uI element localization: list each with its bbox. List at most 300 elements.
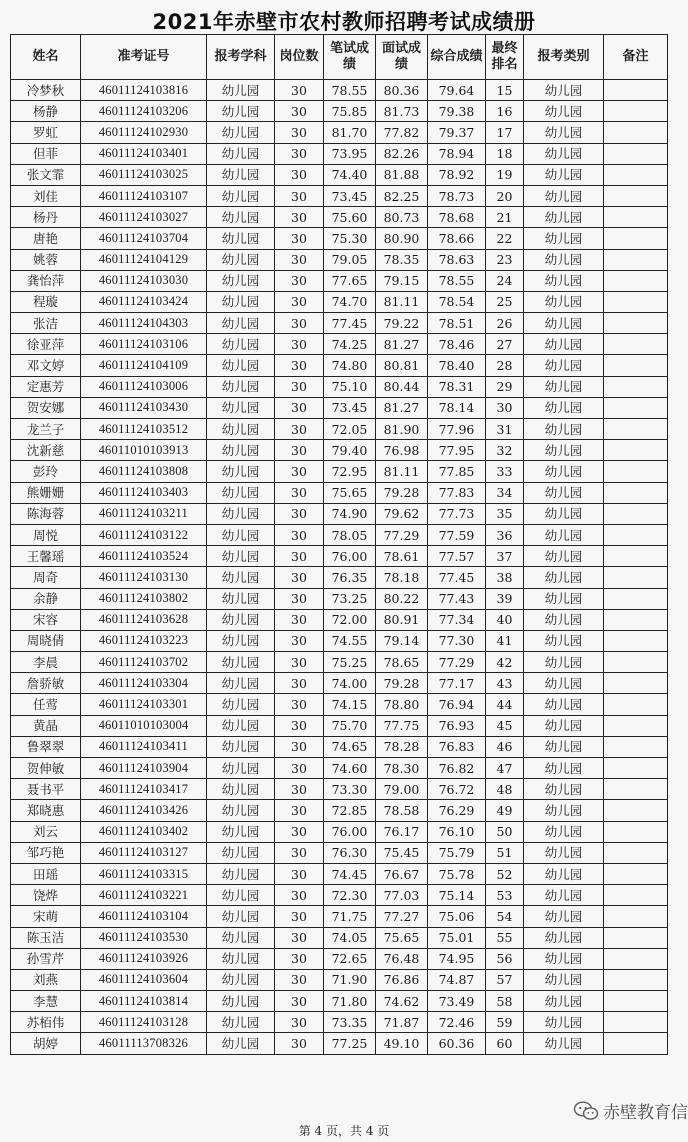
cell-remark xyxy=(604,800,668,821)
cell-remark xyxy=(604,185,668,206)
cell-exam-id: 46011124103006 xyxy=(81,376,207,397)
cell-final-rank: 49 xyxy=(486,800,524,821)
cell-total-score: 77.95 xyxy=(428,440,486,461)
cell-total-score: 75.06 xyxy=(428,906,486,927)
cell-post-count: 30 xyxy=(275,355,324,376)
cell-total-score: 78.63 xyxy=(428,249,486,270)
cell-category: 幼儿园 xyxy=(524,376,604,397)
cell-interview-score: 78.18 xyxy=(376,567,428,588)
header-name: 姓名 xyxy=(11,35,81,80)
cell-final-rank: 16 xyxy=(486,101,524,122)
cell-post-count: 30 xyxy=(275,164,324,185)
cell-name: 姚蓉 xyxy=(11,249,81,270)
table-row xyxy=(11,397,668,418)
cell-exam-id: 46011124103106 xyxy=(81,334,207,355)
cell-exam-id: 46011124103221 xyxy=(81,885,207,906)
cell-subject: 幼儿园 xyxy=(207,842,275,863)
cell-final-rank: 57 xyxy=(486,969,524,990)
cell-interview-score: 79.28 xyxy=(376,673,428,694)
cell-final-rank: 30 xyxy=(486,397,524,418)
cell-interview-score: 80.90 xyxy=(376,228,428,249)
cell-exam-id: 46011124103122 xyxy=(81,524,207,545)
cell-remark xyxy=(604,630,668,651)
cell-written-score: 76.35 xyxy=(324,567,376,588)
cell-name: 龚怡萍 xyxy=(11,270,81,291)
cell-exam-id: 46011124103025 xyxy=(81,164,207,185)
cell-total-score: 77.43 xyxy=(428,588,486,609)
cell-total-score: 74.95 xyxy=(428,948,486,969)
cell-final-rank: 22 xyxy=(486,228,524,249)
cell-interview-score: 77.75 xyxy=(376,715,428,736)
cell-total-score: 79.64 xyxy=(428,80,486,101)
cell-remark xyxy=(604,291,668,312)
cell-interview-score: 78.35 xyxy=(376,249,428,270)
cell-final-rank: 42 xyxy=(486,652,524,673)
cell-subject: 幼儿园 xyxy=(207,376,275,397)
cell-post-count: 30 xyxy=(275,927,324,948)
cell-name: 周悦 xyxy=(11,524,81,545)
cell-category: 幼儿园 xyxy=(524,101,604,122)
cell-subject: 幼儿园 xyxy=(207,673,275,694)
page-title: 2021年赤壁市农村教师招聘考试成绩册 xyxy=(152,10,536,34)
cell-interview-score: 81.73 xyxy=(376,101,428,122)
cell-category: 幼儿园 xyxy=(524,779,604,800)
cell-final-rank: 27 xyxy=(486,334,524,355)
cell-exam-id: 46011124103530 xyxy=(81,927,207,948)
cell-interview-score: 81.11 xyxy=(376,291,428,312)
table-row xyxy=(11,630,668,651)
cell-remark xyxy=(604,821,668,842)
cell-interview-score: 76.48 xyxy=(376,948,428,969)
cell-subject: 幼儿园 xyxy=(207,630,275,651)
header-final-rank: 最终排名 xyxy=(486,35,524,80)
cell-written-score: 74.15 xyxy=(324,694,376,715)
cell-exam-id: 46011124103426 xyxy=(81,800,207,821)
cell-post-count: 30 xyxy=(275,122,324,143)
cell-interview-score: 80.81 xyxy=(376,355,428,376)
cell-name: 王馨瑶 xyxy=(11,546,81,567)
wechat-icon xyxy=(573,1101,599,1121)
cell-name: 杨丹 xyxy=(11,207,81,228)
cell-total-score: 76.94 xyxy=(428,694,486,715)
cell-total-score: 76.29 xyxy=(428,800,486,821)
cell-post-count: 30 xyxy=(275,80,324,101)
cell-name: 定惠芳 xyxy=(11,376,81,397)
cell-total-score: 77.59 xyxy=(428,524,486,545)
cell-total-score: 77.17 xyxy=(428,673,486,694)
cell-exam-id: 46011124103926 xyxy=(81,948,207,969)
cell-final-rank: 40 xyxy=(486,609,524,630)
table-row xyxy=(11,355,668,376)
cell-remark xyxy=(604,270,668,291)
cell-category: 幼儿园 xyxy=(524,948,604,969)
cell-category: 幼儿园 xyxy=(524,207,604,228)
cell-final-rank: 44 xyxy=(486,694,524,715)
cell-post-count: 30 xyxy=(275,440,324,461)
cell-name: 周晓倩 xyxy=(11,630,81,651)
cell-name: 刘燕 xyxy=(11,969,81,990)
cell-post-count: 30 xyxy=(275,397,324,418)
cell-total-score: 78.92 xyxy=(428,164,486,185)
cell-exam-id: 46011124104129 xyxy=(81,249,207,270)
cell-subject: 幼儿园 xyxy=(207,143,275,164)
cell-remark xyxy=(604,419,668,440)
cell-remark xyxy=(604,122,668,143)
cell-final-rank: 38 xyxy=(486,567,524,588)
cell-subject: 幼儿园 xyxy=(207,1033,275,1054)
cell-interview-score: 80.73 xyxy=(376,207,428,228)
table-row xyxy=(11,143,668,164)
cell-interview-score: 81.11 xyxy=(376,461,428,482)
cell-post-count: 30 xyxy=(275,991,324,1012)
cell-total-score: 76.93 xyxy=(428,715,486,736)
cell-written-score: 74.80 xyxy=(324,355,376,376)
table-row xyxy=(11,461,668,482)
cell-category: 幼儿园 xyxy=(524,694,604,715)
cell-written-score: 81.70 xyxy=(324,122,376,143)
cell-written-score: 74.40 xyxy=(324,164,376,185)
cell-written-score: 73.95 xyxy=(324,143,376,164)
cell-subject: 幼儿园 xyxy=(207,906,275,927)
cell-remark xyxy=(604,673,668,694)
cell-exam-id: 46011124103104 xyxy=(81,906,207,927)
cell-total-score: 77.85 xyxy=(428,461,486,482)
cell-exam-id: 46011124103130 xyxy=(81,567,207,588)
cell-interview-score: 75.65 xyxy=(376,927,428,948)
cell-subject: 幼儿园 xyxy=(207,185,275,206)
cell-category: 幼儿园 xyxy=(524,355,604,376)
cell-remark xyxy=(604,143,668,164)
cell-exam-id: 46011124103604 xyxy=(81,969,207,990)
cell-exam-id: 46011124103402 xyxy=(81,821,207,842)
cell-remark xyxy=(604,376,668,397)
cell-remark xyxy=(604,207,668,228)
cell-interview-score: 77.03 xyxy=(376,885,428,906)
cell-name: 彭玲 xyxy=(11,461,81,482)
cell-subject: 幼儿园 xyxy=(207,503,275,524)
cell-subject: 幼儿园 xyxy=(207,863,275,884)
cell-post-count: 30 xyxy=(275,270,324,291)
table-row xyxy=(11,185,668,206)
cell-post-count: 30 xyxy=(275,143,324,164)
header-remark: 备注 xyxy=(604,35,668,80)
cell-interview-score: 79.22 xyxy=(376,313,428,334)
cell-post-count: 30 xyxy=(275,588,324,609)
cell-post-count: 30 xyxy=(275,185,324,206)
cell-written-score: 73.35 xyxy=(324,1012,376,1033)
cell-total-score: 78.46 xyxy=(428,334,486,355)
cell-category: 幼儿园 xyxy=(524,419,604,440)
cell-name: 杨静 xyxy=(11,101,81,122)
cell-final-rank: 25 xyxy=(486,291,524,312)
header-written-score: 笔试成绩 xyxy=(324,35,376,80)
cell-subject: 幼儿园 xyxy=(207,969,275,990)
cell-category: 幼儿园 xyxy=(524,185,604,206)
cell-name: 胡婷 xyxy=(11,1033,81,1054)
cell-exam-id: 46011124103127 xyxy=(81,842,207,863)
cell-name: 宋萌 xyxy=(11,906,81,927)
table-row xyxy=(11,863,668,884)
cell-subject: 幼儿园 xyxy=(207,779,275,800)
cell-subject: 幼儿园 xyxy=(207,588,275,609)
cell-exam-id: 46011124103430 xyxy=(81,397,207,418)
cell-exam-id: 46011113708326 xyxy=(81,1033,207,1054)
table-row xyxy=(11,164,668,185)
cell-name: 程璇 xyxy=(11,291,81,312)
cell-interview-score: 49.10 xyxy=(376,1033,428,1054)
cell-subject: 幼儿园 xyxy=(207,334,275,355)
cell-written-score: 74.00 xyxy=(324,673,376,694)
table-row xyxy=(11,652,668,673)
table-row xyxy=(11,567,668,588)
cell-name: 邓文婷 xyxy=(11,355,81,376)
cell-exam-id: 46011124103403 xyxy=(81,482,207,503)
cell-final-rank: 15 xyxy=(486,80,524,101)
cell-written-score: 75.65 xyxy=(324,482,376,503)
cell-post-count: 30 xyxy=(275,800,324,821)
cell-exam-id: 46011124103814 xyxy=(81,991,207,1012)
cell-total-score: 78.68 xyxy=(428,207,486,228)
cell-subject: 幼儿园 xyxy=(207,101,275,122)
cell-written-score: 78.55 xyxy=(324,80,376,101)
cell-final-rank: 37 xyxy=(486,546,524,567)
cell-category: 幼儿园 xyxy=(524,397,604,418)
cell-total-score: 78.94 xyxy=(428,143,486,164)
cell-remark xyxy=(604,758,668,779)
cell-category: 幼儿园 xyxy=(524,842,604,863)
cell-final-rank: 59 xyxy=(486,1012,524,1033)
cell-exam-id: 46011124103628 xyxy=(81,609,207,630)
cell-name: 刘云 xyxy=(11,821,81,842)
cell-category: 幼儿园 xyxy=(524,609,604,630)
cell-remark xyxy=(604,736,668,757)
cell-subject: 幼儿园 xyxy=(207,694,275,715)
cell-total-score: 78.40 xyxy=(428,355,486,376)
cell-interview-score: 80.36 xyxy=(376,80,428,101)
cell-category: 幼儿园 xyxy=(524,927,604,948)
cell-name: 邹巧艳 xyxy=(11,842,81,863)
cell-remark xyxy=(604,101,668,122)
cell-exam-id: 46011124103401 xyxy=(81,143,207,164)
cell-total-score: 76.10 xyxy=(428,821,486,842)
cell-remark xyxy=(604,927,668,948)
cell-total-score: 75.79 xyxy=(428,842,486,863)
cell-total-score: 75.78 xyxy=(428,863,486,884)
cell-total-score: 76.72 xyxy=(428,779,486,800)
cell-final-rank: 19 xyxy=(486,164,524,185)
cell-post-count: 30 xyxy=(275,779,324,800)
cell-category: 幼儿园 xyxy=(524,991,604,1012)
cell-interview-score: 80.22 xyxy=(376,588,428,609)
cell-written-score: 73.45 xyxy=(324,185,376,206)
cell-category: 幼儿园 xyxy=(524,736,604,757)
table-row xyxy=(11,842,668,863)
cell-exam-id: 46011124103512 xyxy=(81,419,207,440)
cell-total-score: 78.51 xyxy=(428,313,486,334)
cell-total-score: 74.87 xyxy=(428,969,486,990)
table-row xyxy=(11,334,668,355)
cell-post-count: 30 xyxy=(275,694,324,715)
table-row xyxy=(11,588,668,609)
cell-remark xyxy=(604,249,668,270)
cell-category: 幼儿园 xyxy=(524,800,604,821)
cell-post-count: 30 xyxy=(275,101,324,122)
cell-category: 幼儿园 xyxy=(524,1012,604,1033)
header-post-count: 岗位数 xyxy=(275,35,324,80)
cell-total-score: 76.82 xyxy=(428,758,486,779)
cell-name: 沈新慈 xyxy=(11,440,81,461)
cell-written-score: 73.30 xyxy=(324,779,376,800)
cell-interview-score: 78.30 xyxy=(376,758,428,779)
cell-post-count: 30 xyxy=(275,969,324,990)
cell-interview-score: 76.67 xyxy=(376,863,428,884)
cell-post-count: 30 xyxy=(275,715,324,736)
cell-category: 幼儿园 xyxy=(524,228,604,249)
cell-exam-id: 46011124103704 xyxy=(81,228,207,249)
cell-name: 田瑶 xyxy=(11,863,81,884)
cell-total-score: 78.31 xyxy=(428,376,486,397)
cell-subject: 幼儿园 xyxy=(207,249,275,270)
cell-name: 聂书平 xyxy=(11,779,81,800)
cell-total-score: 77.83 xyxy=(428,482,486,503)
table-row xyxy=(11,885,668,906)
cell-exam-id: 46011124103027 xyxy=(81,207,207,228)
cell-category: 幼儿园 xyxy=(524,313,604,334)
cell-post-count: 30 xyxy=(275,630,324,651)
cell-final-rank: 48 xyxy=(486,779,524,800)
cell-exam-id: 46011124103808 xyxy=(81,461,207,482)
cell-category: 幼儿园 xyxy=(524,249,604,270)
cell-subject: 幼儿园 xyxy=(207,419,275,440)
cell-subject: 幼儿园 xyxy=(207,482,275,503)
table-row xyxy=(11,991,668,1012)
cell-written-score: 74.25 xyxy=(324,334,376,355)
cell-subject: 幼儿园 xyxy=(207,927,275,948)
cell-subject: 幼儿园 xyxy=(207,397,275,418)
cell-remark xyxy=(604,1033,668,1054)
cell-category: 幼儿园 xyxy=(524,588,604,609)
cell-category: 幼儿园 xyxy=(524,482,604,503)
cell-post-count: 30 xyxy=(275,482,324,503)
cell-written-score: 75.10 xyxy=(324,376,376,397)
cell-interview-score: 81.90 xyxy=(376,419,428,440)
cell-exam-id: 46011124103223 xyxy=(81,630,207,651)
cell-interview-score: 81.27 xyxy=(376,334,428,355)
cell-remark xyxy=(604,842,668,863)
cell-written-score: 72.05 xyxy=(324,419,376,440)
cell-name: 任莺 xyxy=(11,694,81,715)
cell-subject: 幼儿园 xyxy=(207,885,275,906)
table-row xyxy=(11,291,668,312)
cell-total-score: 77.45 xyxy=(428,567,486,588)
cell-name: 陈玉洁 xyxy=(11,927,81,948)
cell-name: 李晨 xyxy=(11,652,81,673)
cell-remark xyxy=(604,228,668,249)
cell-interview-score: 78.61 xyxy=(376,546,428,567)
cell-post-count: 30 xyxy=(275,948,324,969)
cell-interview-score: 77.27 xyxy=(376,906,428,927)
cell-written-score: 78.05 xyxy=(324,524,376,545)
table-row xyxy=(11,1033,668,1054)
cell-written-score: 75.60 xyxy=(324,207,376,228)
cell-interview-score: 79.62 xyxy=(376,503,428,524)
cell-written-score: 74.65 xyxy=(324,736,376,757)
cell-exam-id: 46011124103107 xyxy=(81,185,207,206)
cell-category: 幼儿园 xyxy=(524,164,604,185)
cell-final-rank: 60 xyxy=(486,1033,524,1054)
cell-written-score: 74.55 xyxy=(324,630,376,651)
cell-exam-id: 46011124103128 xyxy=(81,1012,207,1033)
cell-final-rank: 52 xyxy=(486,863,524,884)
cell-subject: 幼儿园 xyxy=(207,652,275,673)
cell-exam-id: 46011124103424 xyxy=(81,291,207,312)
cell-post-count: 30 xyxy=(275,821,324,842)
cell-total-score: 77.57 xyxy=(428,546,486,567)
cell-name: 贺伸敏 xyxy=(11,758,81,779)
cell-final-rank: 26 xyxy=(486,313,524,334)
cell-post-count: 30 xyxy=(275,758,324,779)
cell-category: 幼儿园 xyxy=(524,461,604,482)
cell-interview-score: 78.58 xyxy=(376,800,428,821)
cell-written-score: 73.25 xyxy=(324,588,376,609)
cell-total-score: 72.46 xyxy=(428,1012,486,1033)
cell-post-count: 30 xyxy=(275,461,324,482)
cell-interview-score: 80.91 xyxy=(376,609,428,630)
header-exam-id: 准考证号 xyxy=(81,35,207,80)
cell-written-score: 77.65 xyxy=(324,270,376,291)
watermark xyxy=(573,1098,688,1123)
cell-interview-score: 79.28 xyxy=(376,482,428,503)
cell-name: 罗虹 xyxy=(11,122,81,143)
cell-exam-id: 46011124103524 xyxy=(81,546,207,567)
table-row xyxy=(11,546,668,567)
cell-final-rank: 21 xyxy=(486,207,524,228)
table-header-row xyxy=(11,35,668,80)
cell-name: 李慧 xyxy=(11,991,81,1012)
cell-category: 幼儿园 xyxy=(524,652,604,673)
cell-total-score: 79.38 xyxy=(428,101,486,122)
table-row xyxy=(11,228,668,249)
cell-interview-score: 77.82 xyxy=(376,122,428,143)
cell-name: 冷梦秋 xyxy=(11,80,81,101)
cell-written-score: 75.85 xyxy=(324,101,376,122)
cell-name: 周奇 xyxy=(11,567,81,588)
cell-final-rank: 45 xyxy=(486,715,524,736)
table-row xyxy=(11,948,668,969)
cell-category: 幼儿园 xyxy=(524,863,604,884)
cell-total-score: 77.96 xyxy=(428,419,486,440)
cell-exam-id: 46011124102930 xyxy=(81,122,207,143)
cell-exam-id: 46011010103004 xyxy=(81,715,207,736)
cell-remark xyxy=(604,969,668,990)
cell-interview-score: 81.88 xyxy=(376,164,428,185)
cell-post-count: 30 xyxy=(275,313,324,334)
table-row xyxy=(11,800,668,821)
cell-post-count: 30 xyxy=(275,546,324,567)
cell-post-count: 30 xyxy=(275,567,324,588)
cell-name: 鲁翠翠 xyxy=(11,736,81,757)
cell-total-score: 77.34 xyxy=(428,609,486,630)
cell-interview-score: 81.27 xyxy=(376,397,428,418)
cell-category: 幼儿园 xyxy=(524,143,604,164)
cell-post-count: 30 xyxy=(275,1033,324,1054)
cell-exam-id: 46011124103702 xyxy=(81,652,207,673)
scores-table xyxy=(10,34,668,1055)
cell-total-score: 77.73 xyxy=(428,503,486,524)
cell-total-score: 78.73 xyxy=(428,185,486,206)
cell-name: 陈海蓉 xyxy=(11,503,81,524)
cell-final-rank: 50 xyxy=(486,821,524,842)
